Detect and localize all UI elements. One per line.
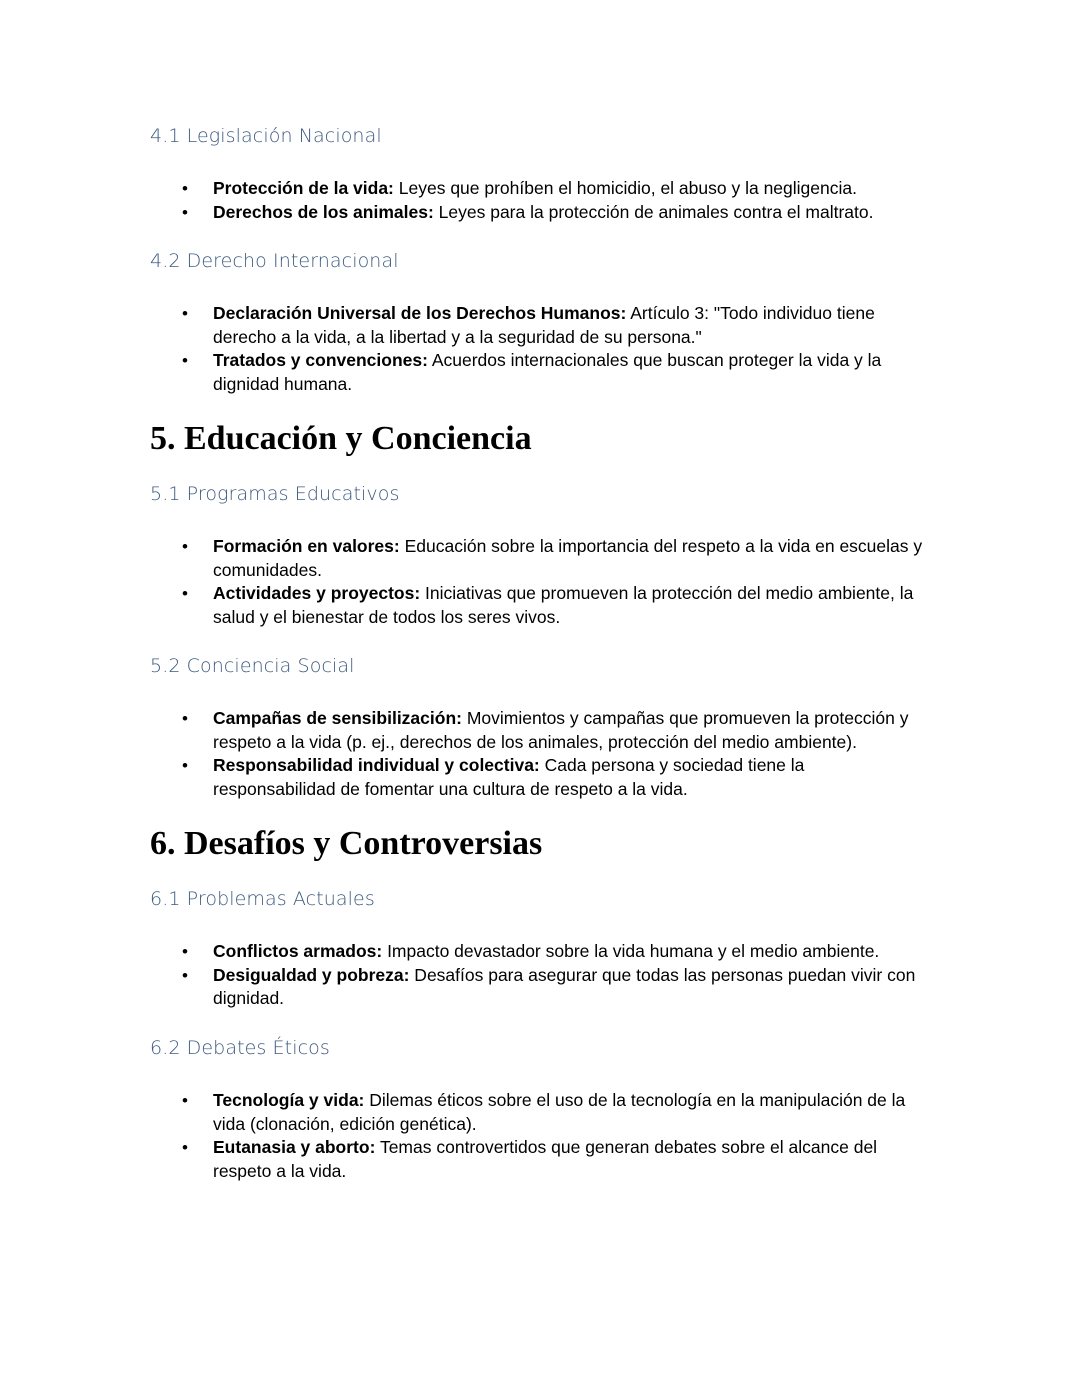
bullet-icon: • [182, 179, 188, 198]
bullet-icon: • [182, 1091, 188, 1110]
item-text: Educación sobre la importancia del respeto a la vida en escuelas y comunidades. [213, 536, 923, 580]
list-6-1 [150, 940, 930, 1011]
bullet-icon: • [182, 351, 188, 370]
bullet-icon: • [182, 965, 188, 985]
item-text: Impacto devastador sobre la vida humana y el medio ambiente. [382, 941, 880, 961]
list-item [150, 201, 930, 225]
list-item [150, 1136, 930, 1183]
list-item [150, 582, 930, 629]
item-term: Actividades y proyectos: [213, 583, 421, 603]
list-4-2 [150, 302, 930, 396]
subheading-4-2: 4.2 Derecho Internacional [150, 250, 399, 272]
item-term: Tecnología y vida: [213, 1090, 365, 1110]
item-term: Conflictos armados: [213, 941, 383, 961]
bullet-icon: • [182, 584, 188, 603]
list-item [150, 302, 930, 349]
item-text: Artículo 3: "Todo individuo tiene derecho a la vida, a la libertad y a la seguridad de su persona." [213, 303, 875, 347]
list-5-2 [150, 707, 930, 801]
bullet-icon: • [182, 756, 188, 775]
list-item [150, 707, 930, 754]
item-text: Cada persona y sociedad tiene la responsabilidad de fomentar una cultura de respeto a la vida. [213, 755, 805, 799]
item-term: Declaración Universal de los Derechos Humanos: [213, 303, 627, 323]
item-term: Eutanasia y aborto: [213, 1137, 376, 1157]
item-text: Temas controvertidos que generan debates sobre el alcance del respeto a la vida. [213, 1137, 878, 1181]
item-text: Desafíos para asegurar que todas las personas puedan vivir con dignidad. [213, 964, 916, 1008]
bullet-icon: • [182, 709, 188, 728]
item-term: Responsabilidad individual y colectiva: [213, 755, 540, 775]
item-text: Iniciativas que promueven la protección del medio ambiente, la salud y el bienestar de todos los seres vivos. [213, 583, 914, 627]
bullet-icon: • [182, 202, 188, 222]
subheading-4-1: 4.1 Legislación Nacional [150, 125, 382, 147]
bullet-icon: • [182, 1138, 188, 1157]
bullet-icon: • [182, 537, 188, 556]
list-item [150, 940, 930, 964]
item-text: Acuerdos internacionales que buscan proteger la vida y la dignidad humana. [213, 350, 882, 394]
item-text: Movimientos y campañas que promueven la protección y respeto a la vida (p. ej., derechos de los animales, protección del medio ambiente). [213, 708, 909, 752]
section-title-5: 5. Educación y Conciencia [150, 420, 532, 457]
bullet-icon: • [182, 304, 188, 323]
subheading-5-1: 5.1 Programas Educativos [150, 483, 400, 505]
list-item [150, 177, 930, 201]
subheading-6-1: 6.1 Problemas Actuales [150, 888, 375, 910]
item-text: Leyes que prohíben el homicidio, el abuso y la negligencia. [393, 178, 857, 198]
section-title-6: 6. Desafíos y Controversias [150, 825, 543, 862]
list-item [150, 349, 930, 396]
item-term: Formación en valores: [213, 536, 400, 556]
subheading-6-2: 6.2 Debates Éticos [150, 1037, 330, 1059]
list-5-1 [150, 535, 930, 629]
item-term: Tratados y convenciones: [213, 350, 428, 370]
list-item [150, 964, 930, 1011]
item-term: Desigualdad y pobreza: [213, 964, 410, 985]
item-term: Derechos de los animales: [213, 201, 434, 222]
subheading-5-2: 5.2 Conciencia Social [150, 655, 355, 677]
item-text: Leyes para la protección de animales contra el maltrato. [433, 201, 874, 222]
list-item [150, 535, 930, 582]
list-item [150, 1089, 930, 1136]
bullet-icon: • [182, 942, 188, 961]
item-term: Protección de la vida: [213, 178, 394, 198]
item-term: Campañas de sensibilización: [213, 708, 462, 728]
item-text: Dilemas éticos sobre el uso de la tecnología en la manipulación de la vida (clonación, edición genética). [213, 1090, 906, 1134]
list-6-2 [150, 1089, 930, 1183]
list-item [150, 754, 930, 801]
list-4-1 [150, 177, 930, 224]
